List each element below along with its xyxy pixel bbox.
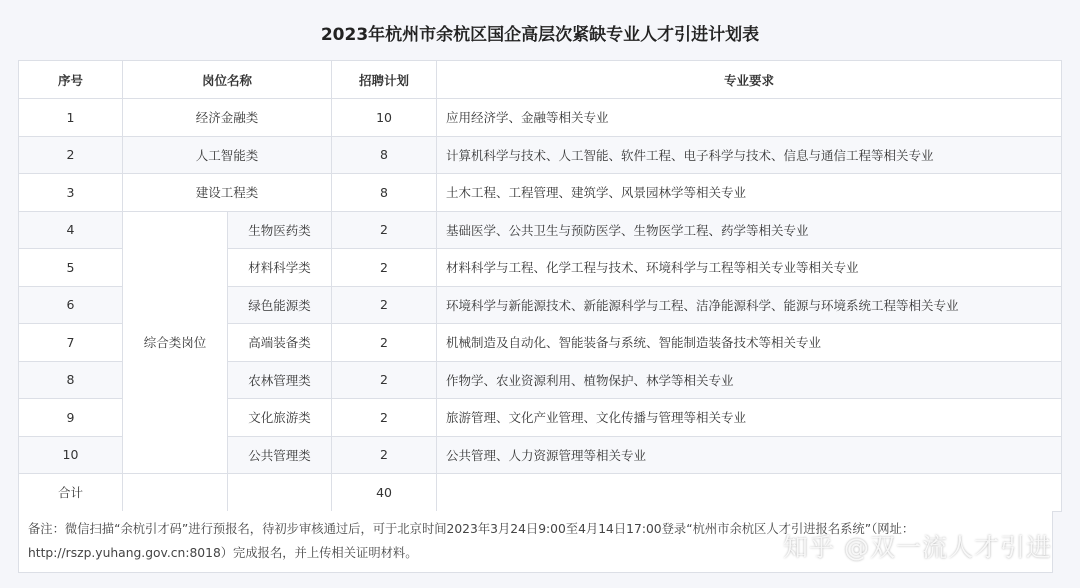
row-position: 公共管理类 xyxy=(228,436,332,474)
page-title: 2023年杭州市余杭区国企高层次紧缺专业人才引进计划表 xyxy=(320,25,760,45)
total-empty-cell xyxy=(437,474,1062,512)
row-no: 7 xyxy=(19,324,123,362)
row-requirement: 公共管理、人力资源管理等相关专业 xyxy=(437,436,1062,474)
row-no: 2 xyxy=(19,136,123,174)
row-requirement: 基础医学、公共卫生与预防医学、生物医学工程、药学等相关专业 xyxy=(437,211,1062,249)
table-row xyxy=(19,174,1062,212)
total-label: 合计 xyxy=(19,474,123,512)
row-plan: 2 xyxy=(332,361,437,399)
group-name: 综合类岗位 xyxy=(123,211,228,474)
talent-plan-table xyxy=(18,60,1062,512)
row-position: 高端装备类 xyxy=(228,324,332,362)
table-row xyxy=(19,211,1062,249)
row-plan: 10 xyxy=(332,99,437,137)
total-empty-cell xyxy=(228,474,332,512)
row-no: 6 xyxy=(19,286,123,324)
row-requirement: 应用经济学、金融等相关专业 xyxy=(437,99,1062,137)
table-header-row xyxy=(19,61,1062,99)
row-plan: 2 xyxy=(332,249,437,287)
row-position: 农林管理类 xyxy=(228,361,332,399)
header-requirement: 专业要求 xyxy=(437,61,1062,99)
header-no: 序号 xyxy=(19,61,123,99)
zhihu-watermark: 知乎 @双一流人才引进 xyxy=(783,533,1052,562)
row-no: 9 xyxy=(19,399,123,437)
header-plan: 招聘计划 xyxy=(332,61,437,99)
row-no: 8 xyxy=(19,361,123,399)
total-row xyxy=(19,474,1062,512)
table-row xyxy=(19,99,1062,137)
row-no: 1 xyxy=(19,99,123,137)
row-no: 5 xyxy=(19,249,123,287)
row-position: 绿色能源类 xyxy=(228,286,332,324)
row-position: 经济金融类 xyxy=(123,99,332,137)
row-requirement: 土木工程、工程管理、建筑学、风景园林学等相关专业 xyxy=(437,174,1062,212)
row-position: 生物医药类 xyxy=(228,211,332,249)
row-requirement: 旅游管理、文化产业管理、文化传播与管理等相关专业 xyxy=(437,399,1062,437)
remarks-line-1: 备注：微信扫描“余杭引才码”进行预报名，待初步审核通过后，可于北京时间2023年3月24日9:00至4月14日17:00登录“杭州市余杭区人才引进报名系统”（网址： xyxy=(28,522,915,536)
row-plan: 8 xyxy=(332,136,437,174)
row-plan: 2 xyxy=(332,324,437,362)
row-position: 建设工程类 xyxy=(123,174,332,212)
header-position: 岗位名称 xyxy=(123,61,332,99)
row-plan: 2 xyxy=(332,436,437,474)
total-plan: 40 xyxy=(332,474,437,512)
row-requirement: 机械制造及自动化、智能装备与系统、智能制造装备技术等相关专业 xyxy=(437,324,1062,362)
row-position: 文化旅游类 xyxy=(228,399,332,437)
row-requirement: 环境科学与新能源技术、新能源科学与工程、洁净能源科学、能源与环境系统工程等相关专业 xyxy=(437,286,1062,324)
row-plan: 8 xyxy=(332,174,437,212)
row-no: 4 xyxy=(19,211,123,249)
row-plan: 2 xyxy=(332,211,437,249)
row-requirement: 作物学、农业资源利用、植物保护、林学等相关专业 xyxy=(437,361,1062,399)
remarks-line-2: http://rszp.yuhang.gov.cn:8018）完成报名，并上传相关证明材料。 xyxy=(28,546,418,560)
row-no: 10 xyxy=(19,436,123,474)
row-requirement: 材料科学与工程、化学工程与技术、环境科学与工程等相关专业等相关专业 xyxy=(437,249,1062,287)
row-plan: 2 xyxy=(332,399,437,437)
total-empty-cell xyxy=(123,474,228,512)
row-requirement: 计算机科学与技术、人工智能、软件工程、电子科学与技术、信息与通信工程等相关专业 xyxy=(437,136,1062,174)
row-position: 材料科学类 xyxy=(228,249,332,287)
row-plan: 2 xyxy=(332,286,437,324)
row-position: 人工智能类 xyxy=(123,136,332,174)
table-row xyxy=(19,136,1062,174)
row-no: 3 xyxy=(19,174,123,212)
